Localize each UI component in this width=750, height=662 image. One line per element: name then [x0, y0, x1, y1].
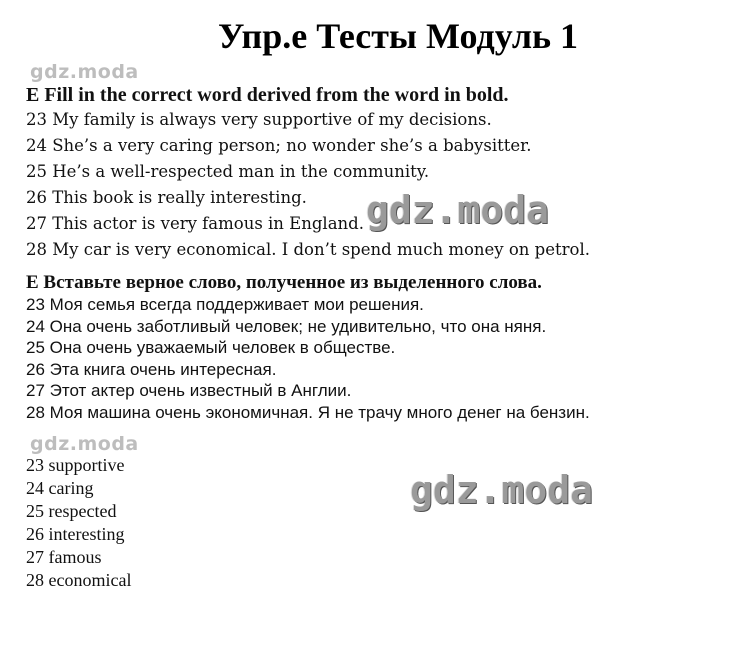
russian-item: 28 Моя машина очень экономичная. Я не трачу много денег на бензин.: [26, 402, 590, 422]
english-item: 25 He’s a well-respected man in the community.: [26, 162, 430, 181]
russian-item: 27 Этот актер очень известный в Англии.: [26, 381, 352, 400]
answer-item: 23 supportive: [26, 455, 125, 475]
russian-item: 25 Она очень уважаемый человек в обществе.: [26, 338, 396, 357]
russian-item: 26 Эта книга очень интересная.: [26, 359, 277, 379]
answers-section: [26, 454, 131, 592]
english-item: 24 She’s a very caring person; no wonder she’s a babysitter.: [26, 136, 532, 155]
russian-section: [26, 272, 590, 423]
page-title: Упр.е Тесты Модуль 1: [218, 16, 579, 56]
russian-item: 23 Моя семья всегда поддерживает мои решения.: [26, 295, 424, 314]
english-section: [26, 83, 590, 263]
english-item: 28 My car is very economical. I don’t spend much money on petrol.: [26, 240, 590, 259]
answer-item: 24 caring: [26, 478, 94, 498]
watermark-top: gdz.moda: [30, 61, 139, 83]
english-heading: E Fill in the correct word derived from the word in bold.: [26, 84, 509, 106]
watermark-middle: gdz.moda: [366, 188, 550, 232]
russian-item: 24 Она очень заботливый человек; не удивительно, что она няня.: [26, 316, 547, 336]
english-item: 26 This book is really interesting.: [26, 188, 307, 207]
answer-item: 28 economical: [26, 570, 132, 590]
russian-heading: Е Вставьте верное слово, полученное из выделенного слова.: [26, 272, 542, 293]
english-item: 27 This actor is very famous in England.: [26, 214, 364, 233]
answer-item: 26 interesting: [26, 524, 125, 544]
english-item: 23 My family is always very supportive of my decisions.: [26, 110, 492, 129]
watermark-answers: gdz.moda: [30, 433, 139, 455]
answer-item: 27 famous: [26, 547, 102, 567]
watermark-bottom: gdz.moda: [410, 468, 594, 512]
answer-item: 25 respected: [26, 501, 117, 521]
